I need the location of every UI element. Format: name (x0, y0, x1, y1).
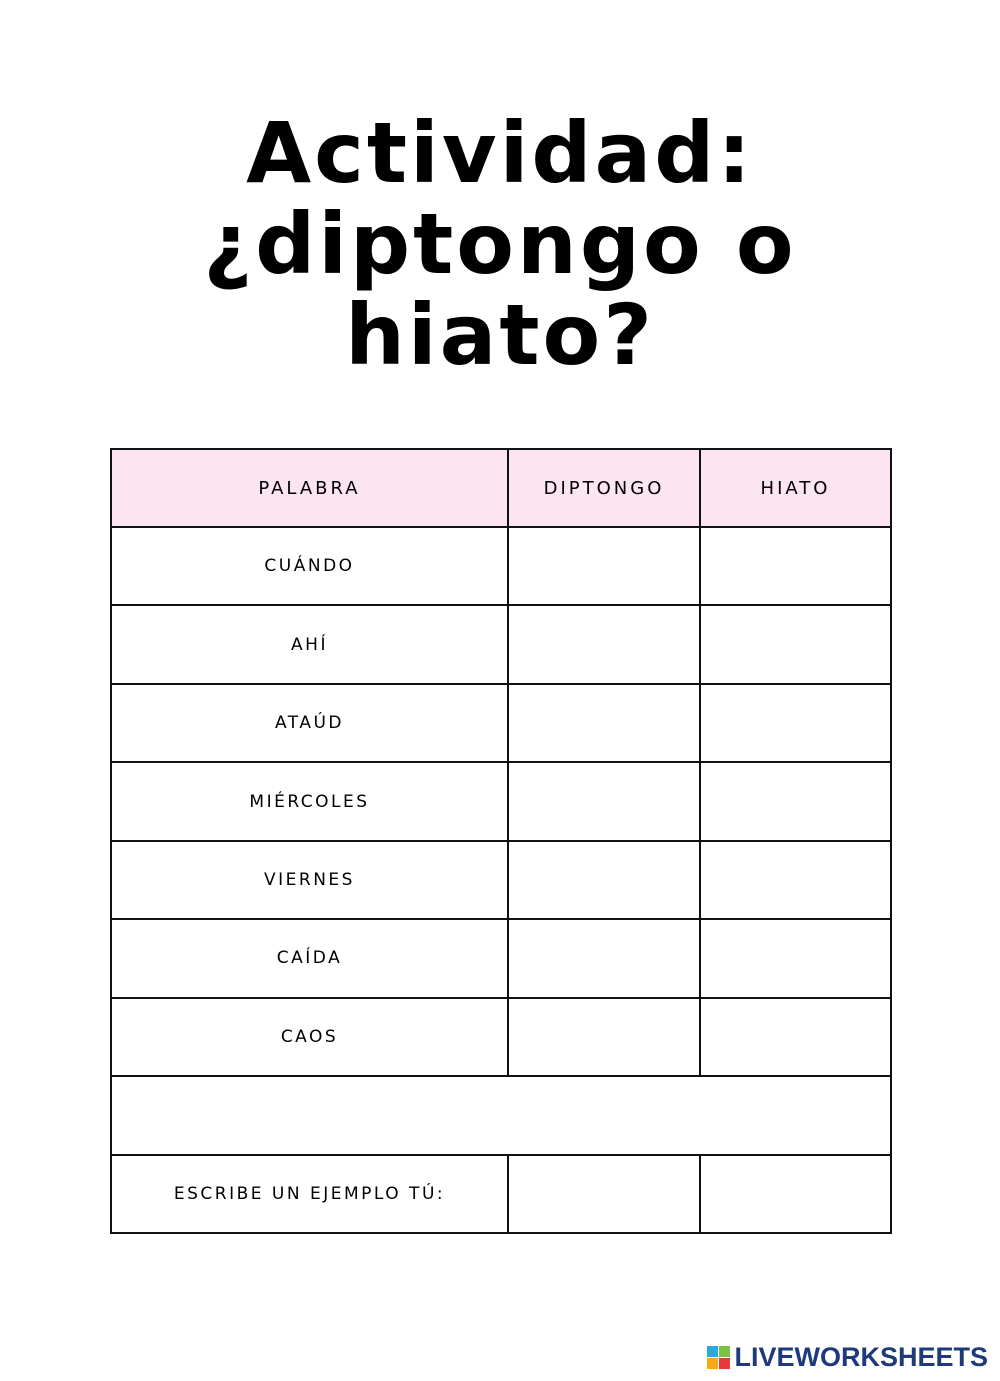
hiato-answer-cell[interactable] (700, 762, 891, 840)
word-cell: CAÍDA (111, 919, 508, 997)
table-row (111, 527, 891, 605)
example-row (111, 1155, 891, 1234)
table-row (111, 684, 891, 762)
diptongo-answer-cell[interactable] (508, 605, 700, 683)
diptongo-answer-cell[interactable] (508, 762, 700, 840)
header-diptongo: DIPTONGO (508, 449, 700, 527)
example-label-cell: ESCRIBE UN EJEMPLO TÚ: (111, 1155, 508, 1234)
table-row (111, 841, 891, 919)
table-row (111, 998, 891, 1076)
word-cell: CAOS (111, 998, 508, 1076)
header-hiato: HIATO (700, 449, 891, 527)
blank-cell (111, 1076, 891, 1154)
title-line-3: hiato? (345, 286, 655, 384)
header-row (111, 449, 891, 527)
word-cell: CUÁNDO (111, 527, 508, 605)
table-row (111, 762, 891, 840)
worksheet-table (110, 448, 892, 1234)
header-palabra: PALABRA (111, 449, 508, 527)
diptongo-answer-cell[interactable] (508, 684, 700, 762)
diptongo-answer-cell[interactable] (508, 998, 700, 1076)
hiato-answer-cell[interactable] (700, 841, 891, 919)
title-line-2: ¿diptongo o (203, 195, 797, 293)
hiato-answer-cell[interactable] (700, 527, 891, 605)
word-cell: ATAÚD (111, 684, 508, 762)
title-line-1: Actividad: (246, 104, 754, 202)
hiato-answer-cell[interactable] (700, 684, 891, 762)
logo-text: LIVEWORKSHEETS (734, 1342, 988, 1372)
diptongo-answer-cell[interactable] (508, 527, 700, 605)
word-cell: MIÉRCOLES (111, 762, 508, 840)
hiato-answer-cell[interactable] (700, 605, 891, 683)
table-row (111, 919, 891, 997)
worksheet-title (0, 104, 1000, 384)
logo-square-red (719, 1358, 730, 1369)
blank-row (111, 1076, 891, 1154)
logo-mark-icon (707, 1346, 730, 1369)
diptongo-answer-cell[interactable] (508, 919, 700, 997)
liveworksheets-logo (707, 1342, 988, 1373)
word-cell: AHÍ (111, 605, 508, 683)
example-hiato-cell[interactable] (700, 1155, 891, 1234)
logo-square-blue (707, 1346, 718, 1357)
hiato-answer-cell[interactable] (700, 998, 891, 1076)
logo-square-orange (707, 1358, 718, 1369)
table-row (111, 605, 891, 683)
word-cell: VIERNES (111, 841, 508, 919)
logo-square-green (719, 1346, 730, 1357)
hiato-answer-cell[interactable] (700, 919, 891, 997)
diptongo-answer-cell[interactable] (508, 841, 700, 919)
example-diptongo-cell[interactable] (508, 1155, 700, 1234)
